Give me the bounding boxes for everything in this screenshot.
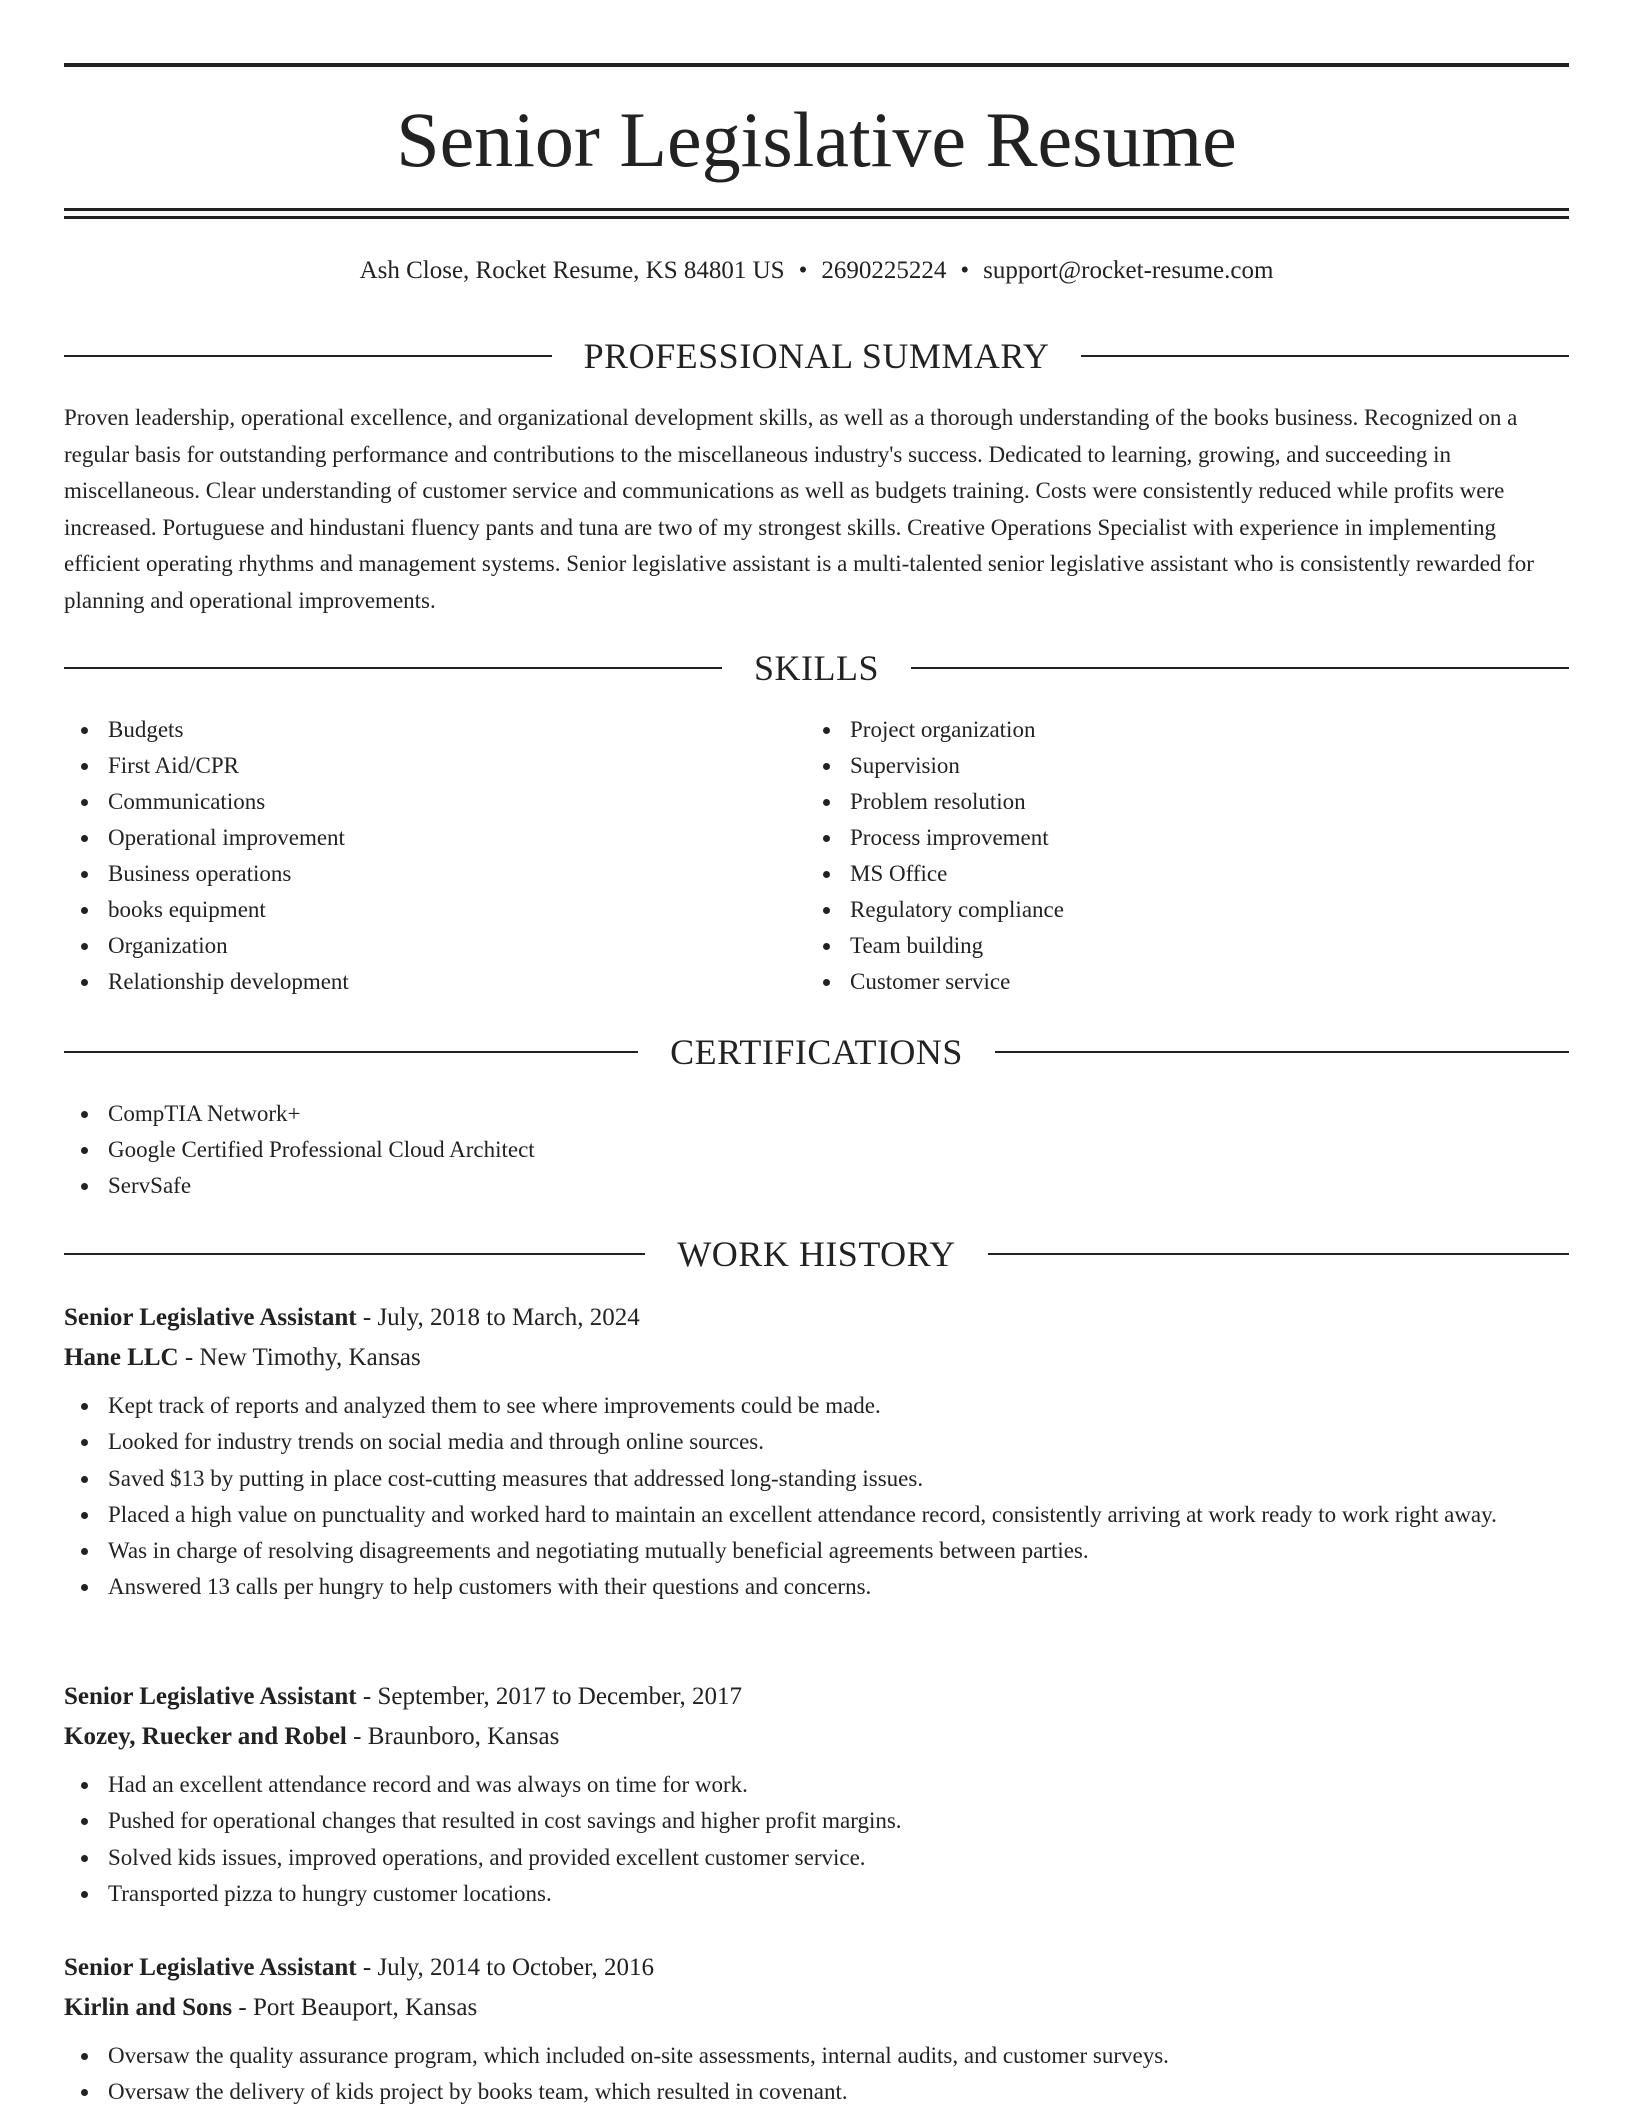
job-company: Kirlin and Sons <box>64 1994 233 2021</box>
job-entry <box>64 1298 1569 1606</box>
skill-item: Communications <box>64 784 804 820</box>
skill-item: Relationship development <box>64 964 804 1000</box>
job-bullet: Answered 13 calls per hungry to help customers with their questions and concerns. <box>64 1569 1569 1605</box>
certification-item: ServSafe <box>64 1168 1569 1204</box>
heading-rule-right <box>995 1051 1569 1053</box>
job-title: Senior Legislative Assistant <box>64 1304 357 1331</box>
job-dates: - July, 2014 to October, 2016 <box>356 1954 654 1981</box>
job-bullets <box>64 1388 1569 1606</box>
heading-rule-right <box>911 667 1569 669</box>
job-bullet: Had an excellent attendance record and was always on time for work. <box>64 1767 1569 1803</box>
heading-rule-left <box>64 1051 638 1053</box>
certification-item: Google Certified Professional Cloud Architect <box>64 1132 1569 1168</box>
job-entry <box>64 1677 1569 1912</box>
job-bullet: Looked for industry trends on social media and through online sources. <box>64 1424 1569 1460</box>
job-bullet: Oversaw the quality assurance program, which included on-site assessments, internal audits, and customer surveys. <box>64 2038 1569 2074</box>
heading-rule-right <box>1081 355 1569 357</box>
work-history-heading <box>64 1232 1569 1276</box>
contact-separator: • <box>798 257 808 284</box>
job-dates: - September, 2017 to December, 2017 <box>356 1683 743 1710</box>
contact-phone: 2690225224 <box>821 257 947 284</box>
skill-item: Process improvement <box>806 820 1546 856</box>
job-location: - Braunboro, Kansas <box>346 1723 560 1750</box>
job-location: - Port Beauport, Kansas <box>232 1994 478 2021</box>
job-company: Hane LLC <box>64 1344 179 1371</box>
summary-text: Proven leadership, operational excellence, and organizational development skills, as well as a thorough understanding of the books business. Recognized on a regular basis for outstanding performance and contributions to the miscellaneous industry's success. Dedicated to learning, growing, and succeeding in miscellaneous. Clear understanding of customer service and communications as well as budgets training. Costs were consistently reduced while profits were increased. Portuguese and hindustani fluency pants and tuna are two of my strongest skills. Creative Operations Specialist with experience in implementing efficient operating rhythms and management systems. Senior legislative assistant is a multi-talented senior legislative assistant who is consistently rewarded for planning and operational improvements. <box>64 405 1534 613</box>
skills-list-left <box>64 712 804 1000</box>
job-title-line <box>64 1298 1569 1338</box>
work-history-heading-label: WORK HISTORY <box>677 1234 956 1274</box>
resume-title: Senior Legislative Resume <box>396 96 1237 183</box>
job-bullets <box>64 1767 1569 1912</box>
skills-list-right <box>806 712 1546 1000</box>
contact-separator: • <box>960 257 970 284</box>
certification-item: CompTIA Network+ <box>64 1096 1569 1132</box>
top-rule <box>64 63 1569 67</box>
job-bullet: Transported pizza to hungry customer locations. <box>64 1876 1569 1912</box>
job-company-line <box>64 1988 1569 2028</box>
job-title: Senior Legislative Assistant <box>64 1954 357 1981</box>
skill-item: Budgets <box>64 712 804 748</box>
skills-heading-label: SKILLS <box>754 648 880 688</box>
job-company-line <box>64 1717 1569 1757</box>
title-rule-lower <box>64 216 1569 219</box>
heading-rule-right <box>988 1253 1569 1255</box>
skill-item: First Aid/CPR <box>64 748 804 784</box>
skill-item: Customer service <box>806 964 1546 1000</box>
contact-address: Ash Close, Rocket Resume, KS 84801 US <box>359 257 785 284</box>
skill-item: Supervision <box>806 748 1546 784</box>
skill-item: Project organization <box>806 712 1546 748</box>
skill-item: MS Office <box>806 856 1546 892</box>
contact-line <box>64 253 1569 289</box>
job-bullet: Was in charge of resolving disagreements and negotiating mutually beneficial agreements between parties. <box>64 1533 1569 1569</box>
heading-rule-left <box>64 355 552 357</box>
skill-item: books equipment <box>64 892 804 928</box>
skill-item: Business operations <box>64 856 804 892</box>
summary-heading-label: PROFESSIONAL SUMMARY <box>583 336 1050 376</box>
certifications-heading <box>64 1030 1569 1074</box>
skill-item: Regulatory compliance <box>806 892 1546 928</box>
certifications-list <box>64 1096 1569 1204</box>
job-location: - New Timothy, Kansas <box>178 1344 421 1371</box>
job-title: Senior Legislative Assistant <box>64 1683 357 1710</box>
job-bullet: Kept track of reports and analyzed them to see where improvements could be made. <box>64 1388 1569 1424</box>
title-rule-upper <box>64 208 1569 211</box>
job-bullet: Oversaw the delivery of kids project by books team, which resulted in covenant. <box>64 2074 1569 2110</box>
job-title-line <box>64 1677 1569 1717</box>
contact-email: support@rocket-resume.com <box>983 257 1274 284</box>
job-bullet: Solved kids issues, improved operations, and provided excellent customer service. <box>64 1840 1569 1876</box>
job-bullet: Pushed for operational changes that resulted in cost savings and higher profit margins. <box>64 1803 1569 1839</box>
summary-heading <box>64 334 1569 378</box>
skill-item: Team building <box>806 928 1546 964</box>
skills-heading <box>64 646 1569 690</box>
skill-item: Operational improvement <box>64 820 804 856</box>
job-company-line <box>64 1338 1569 1378</box>
job-bullet: Saved $13 by putting in place cost-cutting measures that addressed long-standing issues. <box>64 1461 1569 1497</box>
job-title-line <box>64 1948 1569 1988</box>
certifications-heading-label: CERTIFICATIONS <box>670 1032 963 1072</box>
skill-item: Problem resolution <box>806 784 1546 820</box>
job-entry <box>64 1948 1569 2111</box>
job-company: Kozey, Ruecker and Robel <box>64 1723 347 1750</box>
job-bullets <box>64 2038 1569 2111</box>
heading-rule-left <box>64 667 722 669</box>
skill-item: Organization <box>64 928 804 964</box>
job-dates: - July, 2018 to March, 2024 <box>356 1304 640 1331</box>
heading-rule-left <box>64 1253 645 1255</box>
job-bullet: Placed a high value on punctuality and worked hard to maintain an excellent attendance record, consistently arriving at work ready to work right away. <box>64 1497 1569 1533</box>
